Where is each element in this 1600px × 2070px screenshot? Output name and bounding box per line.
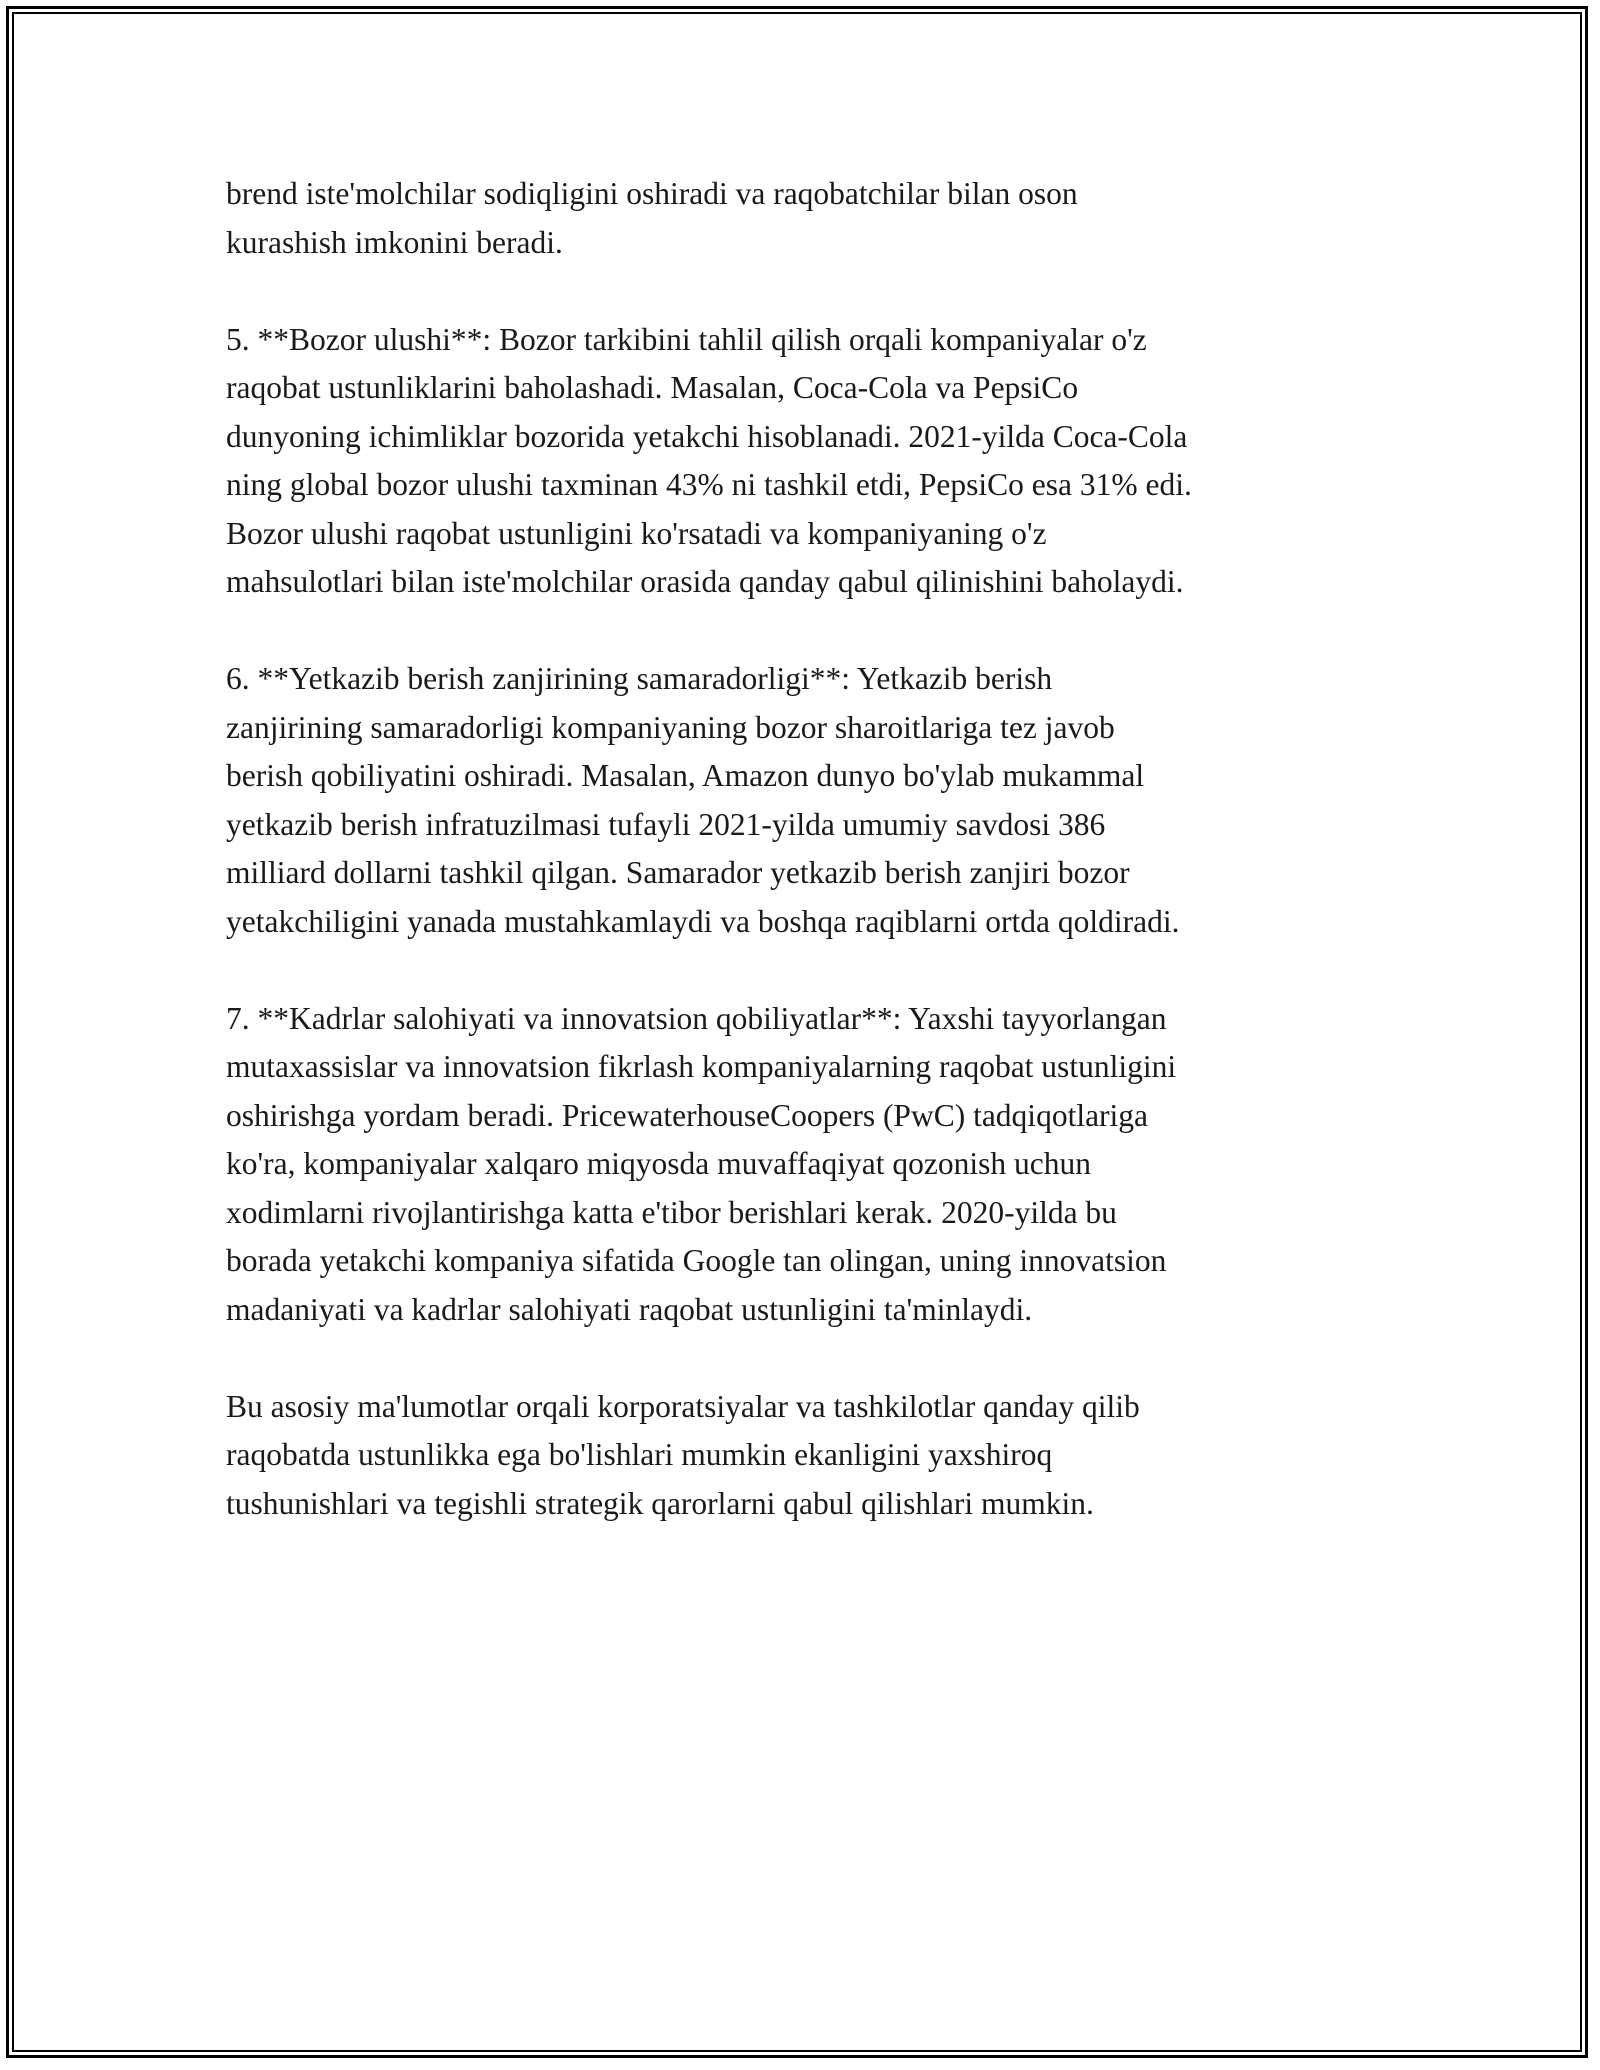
text-line: yetakchiligini yanada mustahkamlaydi va boshqa raqiblarni ortda qoldiradi. bbox=[226, 903, 1180, 939]
paragraph-continuation bbox=[226, 170, 1376, 267]
text-line: 7. **Kadrlar salohiyati va innovatsion qobiliyatlar**: Yaxshi tayyorlangan bbox=[226, 1000, 1167, 1036]
paragraph-item-7-talent bbox=[226, 995, 1376, 1335]
text-line: milliard dollarni tashkil qilgan. Samarador yetkazib berish zanjiri bozor bbox=[226, 855, 1130, 890]
text-line: dunyoning ichimliklar bozorida yetakchi hisoblanadi. 2021-yilda Coca-Cola bbox=[226, 418, 1188, 454]
text-line: madaniyati va kadrlar salohiyati raqobat ustunligini ta'minlaydi. bbox=[226, 1291, 1033, 1327]
document-body bbox=[226, 170, 1376, 1577]
text-line: berish qobiliyatini oshiradi. Masalan, Amazon dunyo bo'ylab mukammal bbox=[226, 758, 1145, 793]
text-line: kurashish imkonini beradi. bbox=[226, 224, 563, 260]
paragraph-conclusion bbox=[226, 1383, 1376, 1529]
text-line: borada yetakchi kompaniya sifatida Google tan olingan, uning innovatsion bbox=[226, 1243, 1167, 1278]
text-line: xodimlarni rivojlantirishga katta e'tibor berishlari kerak. 2020-yilda bu bbox=[226, 1194, 1117, 1230]
text-line: raqobat ustunliklarini baholashadi. Masalan, Coca-Cola va PepsiCo bbox=[226, 370, 1079, 405]
text-line: Bu asosiy ma'lumotlar orqali korporatsiyalar va tashkilotlar qanday qilib bbox=[226, 1388, 1140, 1424]
text-line: mahsulotlari bilan iste'molchilar orasida qanday qabul qilinishini baholaydi. bbox=[226, 564, 1184, 599]
text-line: raqobatda ustunlikka ega bo'lishlari mumkin ekanligini yaxshiroq bbox=[226, 1437, 1053, 1472]
text-line: yetkazib berish infratuzilmasi tufayli 2021-yilda umumiy savdosi 386 bbox=[226, 806, 1106, 842]
text-line: mutaxassislar va innovatsion fikrlash kompaniyalarning raqobat ustunligini bbox=[226, 1049, 1177, 1084]
text-line: tushunishlari va tegishli strategik qarorlarni qabul qilishlari mumkin. bbox=[226, 1485, 1094, 1521]
paragraph-item-5-market-share bbox=[226, 316, 1376, 607]
text-line: 6. **Yetkazib berish zanjirining samaradorligi**: Yetkazib berish bbox=[226, 661, 1053, 696]
text-line: zanjirining samaradorligi kompaniyaning bozor sharoitlariga tez javob bbox=[226, 709, 1115, 745]
paragraph-item-6-supply-chain bbox=[226, 655, 1376, 946]
text-line: brend iste'molchilar sodiqligini oshiradi va raqobatchilar bilan oson bbox=[226, 176, 1078, 211]
text-line: Bozor ulushi raqobat ustunligini ko'rsatadi va kompaniyaning o'z bbox=[226, 515, 1047, 551]
text-line: oshirishga yordam beradi. PricewaterhouseCoopers (PwC) tadqiqotlariga bbox=[226, 1097, 1149, 1133]
text-line: 5. **Bozor ulushi**: Bozor tarkibini tahlil qilish orqali kompaniyalar o'z bbox=[226, 321, 1147, 357]
text-line: ning global bozor ulushi taxminan 43% ni tashkil etdi, PepsiCo esa 31% edi. bbox=[226, 467, 1192, 502]
text-line: ko'ra, kompaniyalar xalqaro miqyosda muvaffaqiyat qozonish uchun bbox=[226, 1146, 1091, 1181]
